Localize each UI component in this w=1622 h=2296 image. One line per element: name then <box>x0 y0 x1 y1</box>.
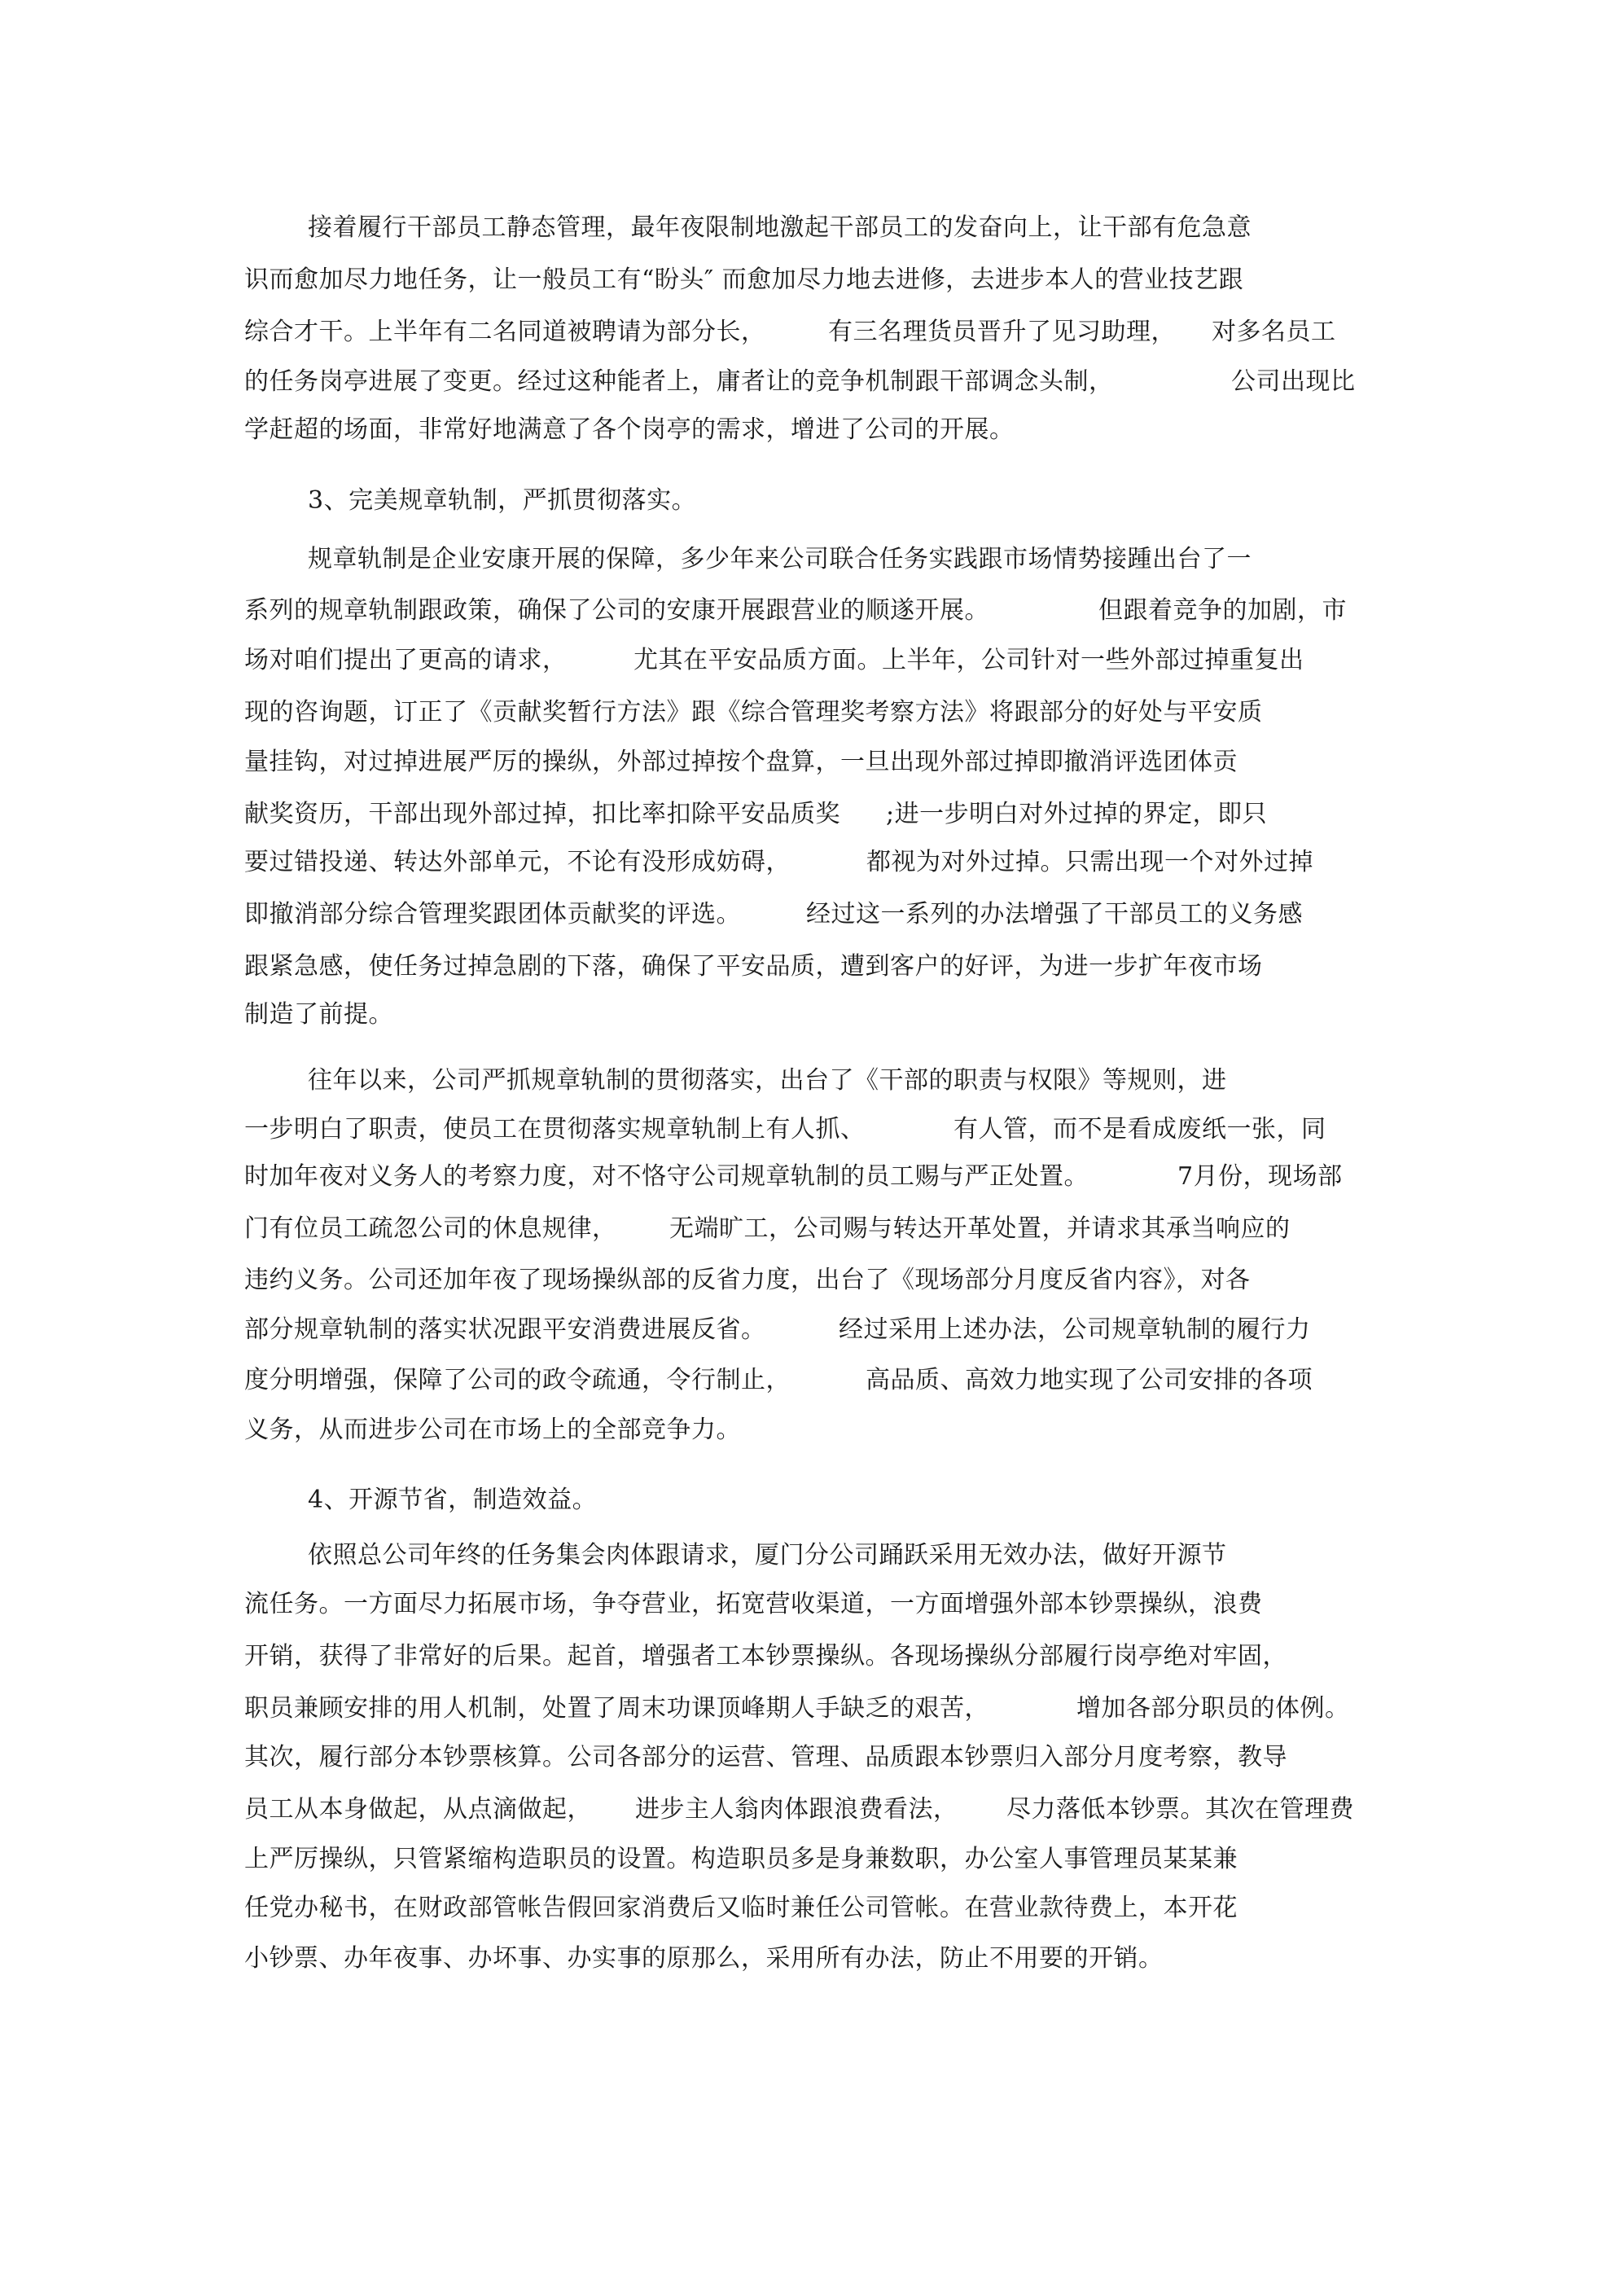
text-line <box>0 894 1622 935</box>
text-line <box>0 1636 1622 1677</box>
text-segment: 场对咱们提出了更高的请求， <box>244 646 568 674</box>
section-heading <box>0 1480 1622 1521</box>
text-segment: 经过这一系列的办法增强了干部员工的义务感 <box>806 900 1303 928</box>
text-segment: 经过采用上述办法，公司规章轨制的履行力 <box>839 1315 1311 1344</box>
text-segment: 小钞票、办年夜事、办坏事、办实事的原那么，采用所有办法，防止不用要的开销。 <box>244 1944 1164 1973</box>
section-heading <box>0 481 1622 521</box>
text-segment: 开销，获得了非常好的后果。起首，增强者工本钞票操纵。各现场操纵分部履行岗亭绝对牢固， <box>244 1642 1287 1670</box>
text-line <box>0 1938 1622 1979</box>
text-line <box>0 410 1622 450</box>
text-line <box>0 1410 1622 1451</box>
text-segment: 违约义务。公司还加年夜了现场操纵部的反省力度，出台了《现场部分月度反省内容》，对各 <box>244 1266 1251 1294</box>
text-segment: ;进一步明白对外过掉的界定，即只 <box>886 800 1268 828</box>
text-segment: 职员兼顾安排的用人机制，处置了周末功课顶峰期人手缺乏的艰苦， <box>244 1694 989 1723</box>
text-segment: 量挂钩，对过掉进展严厉的操纵，外部过掉按个盘算，一旦出现外部过掉即撤消评选团体贡 <box>244 748 1238 776</box>
text-line <box>0 1688 1622 1729</box>
text-segment: 3、完美规章轨制，严抓贯彻落实。 <box>308 486 697 515</box>
text-segment: 义务，从而进步公司在市场上的全部竞争力。 <box>244 1416 741 1444</box>
text-segment: 现的咨询题，订正了《贡献奖暂行方法》跟《综合管理奖考察方法》将跟部分的好处与平安质 <box>244 698 1263 727</box>
text-segment: 度分明增强，保障了公司的政令疏通，令行制止， <box>244 1366 791 1394</box>
text-segment: 对多名员工 <box>1212 318 1336 346</box>
text-segment: 但跟着竞争的加剧，市 <box>1098 596 1347 625</box>
text-segment: 公司出现比 <box>1231 367 1356 396</box>
text-line <box>0 842 1622 883</box>
text-segment: 献奖资历，干部出现外部过掉，扣比率扣除平安品质奖 <box>244 800 840 828</box>
text-segment: 增加各部分职员的体例。 <box>1076 1694 1350 1723</box>
text-segment: 的任务岗亭进展了变更。经过这种能者上，庸者让的竞争机制跟干部调念头制， <box>244 367 1114 396</box>
text-segment: 往年以来，公司严抓规章轨制的贯彻落实，出台了《干部的职责与权限》等规则，进 <box>308 1066 1227 1095</box>
text-line <box>0 590 1622 631</box>
text-segment: 7月份，现场部 <box>1177 1162 1343 1191</box>
text-line <box>0 1209 1622 1249</box>
text-segment: 部分规章轨制的落实状况跟平安消费进展反省。 <box>244 1315 766 1344</box>
text-segment: 时加年夜对义务人的考察力度，对不恪守公司规章轨制的员工赐与严正处置。 <box>244 1162 1089 1191</box>
text-segment: 依照总公司年终的任务集会肉体跟请求，厦门分公司踊跃采用无效办法，做好开源节 <box>308 1541 1227 1569</box>
text-line <box>0 1888 1622 1929</box>
text-line <box>0 1360 1622 1401</box>
text-segment: 门有位员工疏忽公司的休息规律， <box>244 1214 617 1243</box>
text-segment: 尽力落低本钞票。其次在管理费 <box>1006 1795 1354 1824</box>
text-segment: 其次，履行部分本钞票核算。公司各部分的运营、管理、品质跟本钞票归入部分月度考察，教导 <box>244 1743 1287 1771</box>
text-line <box>0 1737 1622 1778</box>
text-segment: 上严厉操纵，只管紧缩构造职员的设置。构造职员多是身兼数职，办公室人事管理员某某兼 <box>244 1845 1238 1873</box>
text-segment: 学赶超的场面，非常好地满意了各个岗亭的需求，增进了公司的开展。 <box>244 415 1015 444</box>
text-segment: 即撤消部分综合管理奖跟团体贡献奖的评选。 <box>244 900 741 928</box>
text-line <box>0 1157 1622 1197</box>
text-segment: 尤其在平安品质方面。上半年，公司针对一些外部过掉重复出 <box>633 646 1304 674</box>
text-segment: 有三名理货员晋升了见习助理， <box>828 318 1176 346</box>
text-segment: 规章轨制是企业安康开展的保障，多少年来公司联合任务实践跟市场情势接踵出台了一 <box>308 545 1252 573</box>
text-segment: 制造了前提。 <box>244 1000 393 1029</box>
text-line <box>0 1260 1622 1301</box>
text-line <box>0 539 1622 580</box>
text-line <box>0 1839 1622 1880</box>
text-segment: 识而愈加尽力地任务，让一般员工有“盼头″ 而愈加尽力地去进修，去进步本人的营业技艺跟 <box>244 266 1244 294</box>
text-line <box>0 946 1622 987</box>
text-segment: 高品质、高效力地实现了公司安排的各项 <box>866 1366 1313 1394</box>
text-line <box>0 742 1622 783</box>
text-line <box>0 794 1622 835</box>
text-line <box>0 692 1622 733</box>
text-line <box>0 1535 1622 1576</box>
text-line <box>0 994 1622 1035</box>
text-line <box>0 1109 1622 1150</box>
text-segment: 无端旷工，公司赐与转达开革处置，并请求其承当响应的 <box>669 1214 1291 1243</box>
text-segment: 综合才干。上半年有二名同道被聘请为部分长， <box>244 318 766 346</box>
text-line <box>0 260 1622 301</box>
text-line <box>0 1789 1622 1830</box>
text-segment: 有人管，而不是看成废纸一张，同 <box>953 1115 1326 1144</box>
text-line <box>0 208 1622 248</box>
text-segment: 都视为对外过掉。只需出现一个对外过掉 <box>866 848 1313 876</box>
text-segment: 员工从本身做起，从点滴做起， <box>244 1795 592 1824</box>
text-line <box>0 1584 1622 1625</box>
text-line <box>0 362 1622 402</box>
text-line <box>0 1060 1622 1101</box>
text-segment: 一步明白了职责，使员工在贯彻落实规章轨制上有人抓、 <box>244 1115 866 1144</box>
text-segment: 要过错投递、转达外部单元，不论有没形成妨碍， <box>244 848 791 876</box>
text-line <box>0 312 1622 353</box>
text-segment: 系列的规章轨制跟政策，确保了公司的安康开展跟营业的顺遂开展。 <box>244 596 989 625</box>
text-segment: 跟紧急感，使任务过掉急剧的下落，确保了平安品质，遭到客户的好评，为进一步扩年夜市场 <box>244 952 1263 981</box>
text-segment: 4、开源节省，制造效益。 <box>308 1486 598 1514</box>
text-segment: 流任务。一方面尽力拓展市场，争夺营业，拓宽营收渠道，一方面增强外部本钞票操纵，浪费 <box>244 1590 1263 1618</box>
text-segment: 进步主人翁肉体跟浪费看法， <box>635 1795 958 1824</box>
text-line <box>0 640 1622 681</box>
text-line <box>0 1310 1622 1350</box>
text-segment: 接着履行干部员工静态管理，最年夜限制地激起干部员工的发奋向上，让干部有危急意 <box>308 213 1252 242</box>
text-segment: 任党办秘书，在财政部管帐告假回家消费后又临时兼任公司管帐。在营业款待费上，本开花 <box>244 1894 1238 1922</box>
